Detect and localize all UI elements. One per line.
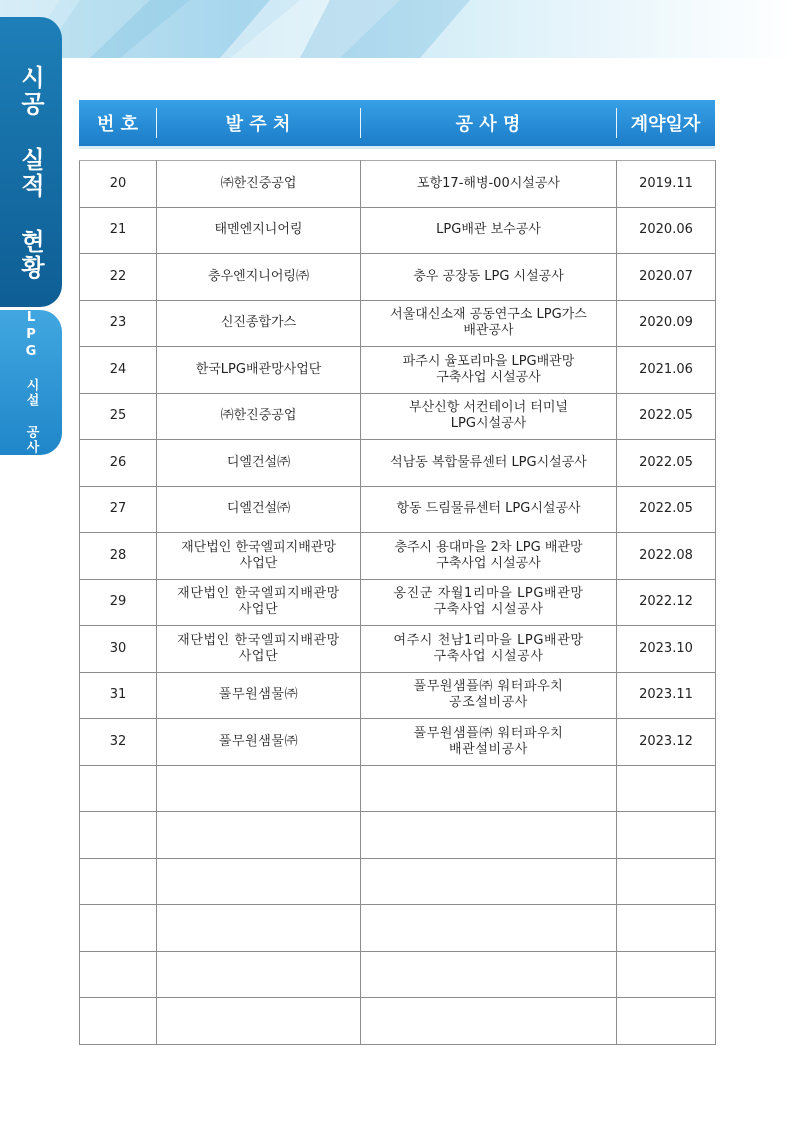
- table-row: [80, 765, 716, 812]
- cell-project: 포항17-해병-00시설공사: [361, 161, 617, 208]
- cell-project: 충주시 용대마을 2차 LPG 배관망 구축사업 시설공사: [361, 533, 617, 580]
- cell-client: [157, 905, 361, 952]
- cell-project: [361, 812, 617, 859]
- cell-client: 태멘엔지니어링: [157, 207, 361, 254]
- table-row: [80, 300, 716, 347]
- table-row: [80, 579, 716, 626]
- cell-date: 2020.06: [617, 207, 716, 254]
- header-client: 발 주 처: [225, 114, 291, 135]
- cell-date: 2022.05: [617, 393, 716, 440]
- cell-date: 2023.11: [617, 672, 716, 719]
- cell-date: 2022.12: [617, 579, 716, 626]
- cell-client: 디엘건설㈜: [157, 440, 361, 487]
- cell-no: [80, 951, 157, 998]
- cell-project: [361, 905, 617, 952]
- table-row: [80, 486, 716, 533]
- cell-project: [361, 765, 617, 812]
- table-row: [80, 393, 716, 440]
- project-table: [79, 160, 716, 1045]
- cell-date: 2023.10: [617, 626, 716, 673]
- cell-project: [361, 951, 617, 998]
- project-table-body: [80, 161, 716, 1045]
- top-banner: [0, 0, 794, 58]
- cell-client: [157, 812, 361, 859]
- cell-date: [617, 812, 716, 859]
- cell-project: 파주시 율포리마을 LPG배관망 구축사업 시설공사: [361, 347, 617, 394]
- table-row: [80, 719, 716, 766]
- cell-no: 20: [80, 161, 157, 208]
- banner-decoration: [0, 0, 794, 58]
- cell-project: 서울대신소재 공동연구소 LPG가스 배관공사: [361, 300, 617, 347]
- cell-date: 2020.07: [617, 254, 716, 301]
- table-row: [80, 905, 716, 952]
- cell-project: [361, 858, 617, 905]
- cell-no: [80, 998, 157, 1045]
- table-row: [80, 998, 716, 1045]
- cell-project: 풀무원샘플㈜ 워터파우치 배관설비공사: [361, 719, 617, 766]
- header-no: 번 호: [96, 114, 139, 135]
- cell-no: 21: [80, 207, 157, 254]
- cell-project: 부산신항 서컨테이너 터미널 LPG시설공사: [361, 393, 617, 440]
- cell-client: 재단법인 한국엘피지배관망 사업단: [157, 626, 361, 673]
- cell-no: 30: [80, 626, 157, 673]
- cell-client: [157, 998, 361, 1045]
- cell-date: [617, 998, 716, 1045]
- cell-no: 29: [80, 579, 157, 626]
- cell-project: 항동 드림물류센터 LPG시설공사: [361, 486, 617, 533]
- cell-no: 25: [80, 393, 157, 440]
- cell-date: 2021.06: [617, 347, 716, 394]
- cell-no: 23: [80, 300, 157, 347]
- table-row: [80, 672, 716, 719]
- cell-client: 디엘건설㈜: [157, 486, 361, 533]
- table-row: [80, 254, 716, 301]
- cell-no: 22: [80, 254, 157, 301]
- cell-date: [617, 765, 716, 812]
- header-date: 계약일자: [630, 114, 701, 135]
- cell-project: 충우 공장동 LPG 시설공사: [361, 254, 617, 301]
- cell-client: 신진종합가스: [157, 300, 361, 347]
- cell-client: 재단법인 한국엘피지배관망 사업단: [157, 579, 361, 626]
- cell-date: 2019.11: [617, 161, 716, 208]
- cell-no: 31: [80, 672, 157, 719]
- cell-project: 옹진군 자월1리마을 LPG배관망 구축사업 시설공사: [361, 579, 617, 626]
- cell-no: [80, 905, 157, 952]
- cell-client: ㈜한진중공업: [157, 393, 361, 440]
- cell-client: [157, 858, 361, 905]
- cell-date: 2022.05: [617, 486, 716, 533]
- cell-no: 28: [80, 533, 157, 580]
- cell-client: ㈜한진중공업: [157, 161, 361, 208]
- cell-no: [80, 765, 157, 812]
- table-row: [80, 533, 716, 580]
- side-sub-title: LPG 시설 공사: [23, 310, 39, 455]
- cell-no: [80, 812, 157, 859]
- table-header: [79, 100, 715, 146]
- cell-project: 여주시 천남1리마을 LPG배관망 구축사업 시설공사: [361, 626, 617, 673]
- cell-date: 2023.12: [617, 719, 716, 766]
- cell-client: 재단법인 한국엘피지배관망 사업단: [157, 533, 361, 580]
- cell-date: [617, 858, 716, 905]
- cell-client: 풀무원샘물㈜: [157, 672, 361, 719]
- table-row: [80, 347, 716, 394]
- cell-project: 풀무원샘플㈜ 워터파우치 공조설비공사: [361, 672, 617, 719]
- cell-project: 석남동 복합물류센터 LPG시설공사: [361, 440, 617, 487]
- cell-date: [617, 905, 716, 952]
- cell-date: [617, 951, 716, 998]
- header-project: 공 사 명: [455, 114, 521, 135]
- table-row: [80, 161, 716, 208]
- cell-date: 2022.08: [617, 533, 716, 580]
- cell-client: [157, 765, 361, 812]
- cell-client: 한국LPG배관망사업단: [157, 347, 361, 394]
- table-row: [80, 626, 716, 673]
- side-tab-sub[interactable]: [0, 310, 62, 455]
- table-row: [80, 440, 716, 487]
- side-tab-main[interactable]: [0, 17, 62, 307]
- cell-date: 2020.09: [617, 300, 716, 347]
- table-row: [80, 207, 716, 254]
- table-row: [80, 951, 716, 998]
- table-row: [80, 858, 716, 905]
- cell-no: 27: [80, 486, 157, 533]
- side-main-title: 시공 실적 현황: [16, 65, 45, 281]
- cell-client: 풀무원샘물㈜: [157, 719, 361, 766]
- cell-no: [80, 858, 157, 905]
- cell-client: 충우엔지니어링㈜: [157, 254, 361, 301]
- cell-date: 2022.05: [617, 440, 716, 487]
- cell-no: 26: [80, 440, 157, 487]
- cell-no: 32: [80, 719, 157, 766]
- cell-project: [361, 998, 617, 1045]
- cell-no: 24: [80, 347, 157, 394]
- cell-project: LPG배관 보수공사: [361, 207, 617, 254]
- cell-client: [157, 951, 361, 998]
- table-row: [80, 812, 716, 859]
